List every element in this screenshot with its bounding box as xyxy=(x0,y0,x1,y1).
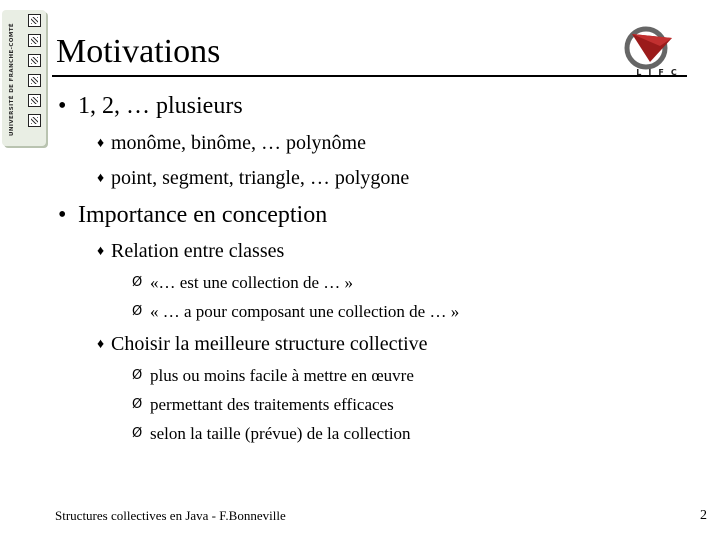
title-underline xyxy=(52,75,687,77)
arrow-bullet-icon: Ø xyxy=(132,275,143,290)
diamond-bullet-icon: ♦ xyxy=(97,337,105,352)
diamond-bullet-icon: ♦ xyxy=(97,136,105,151)
sub-sub-item-text: «… est une collection de … » xyxy=(150,273,354,292)
university-logo xyxy=(2,10,46,146)
sub-item-relation xyxy=(97,239,284,264)
arrow-bullet-icon: Ø xyxy=(132,304,143,319)
arrow-bullet-icon: Ø xyxy=(132,397,143,412)
sub-sub-item-text: « … a pour composant une collection de … » xyxy=(150,302,460,321)
sub-sub-item-text: permettant des traitements efficaces xyxy=(150,395,394,414)
sub-item-text: Choisir la meilleure structure collective xyxy=(111,333,428,355)
lifc-logo xyxy=(620,24,692,84)
footer-text: Structures collectives en Java - F.Bonneville xyxy=(55,508,286,523)
sub-sub-item-collection xyxy=(132,273,353,293)
sub-item-text: monôme, binôme, … polynôme xyxy=(111,132,366,154)
bullet-item-plusieurs xyxy=(58,92,243,120)
sub-item-text: point, segment, triangle, … polygone xyxy=(111,167,410,189)
diamond-bullet-icon: ♦ xyxy=(97,244,105,259)
diamond-bullet-icon: ♦ xyxy=(97,171,105,186)
page-number: 2 xyxy=(700,508,707,523)
sub-sub-item-text: plus ou moins facile à mettre en œuvre xyxy=(150,366,414,385)
bullet-icon: • xyxy=(58,93,67,119)
bullet-text: Importance en conception xyxy=(78,202,328,228)
sub-item-polynome xyxy=(97,131,366,156)
lifc-logo-text: LIFC xyxy=(636,68,684,77)
university-logo-glyphs xyxy=(28,14,42,134)
lifc-logo-icon xyxy=(620,24,692,70)
bullet-icon: • xyxy=(58,202,67,228)
bullet-text: 1, 2, … plusieurs xyxy=(78,93,243,119)
sub-sub-item-text: selon la taille (prévue) de la collection xyxy=(150,424,411,443)
arrow-bullet-icon: Ø xyxy=(132,426,143,441)
sub-item-text: Relation entre classes xyxy=(111,240,285,262)
sub-item-choisir xyxy=(97,332,428,357)
slide-title: Motivations xyxy=(56,33,221,70)
sub-sub-item-efficaces xyxy=(132,395,394,415)
sub-sub-item-taille xyxy=(132,424,411,444)
sub-item-polygone xyxy=(97,166,409,191)
sub-sub-item-facile xyxy=(132,366,414,386)
arrow-bullet-icon: Ø xyxy=(132,368,143,383)
sub-sub-item-composant xyxy=(132,302,459,322)
bullet-item-importance xyxy=(58,201,327,229)
university-logo-text: UNIVERSITÉ DE FRANCHE-COMTÉ xyxy=(9,22,15,136)
